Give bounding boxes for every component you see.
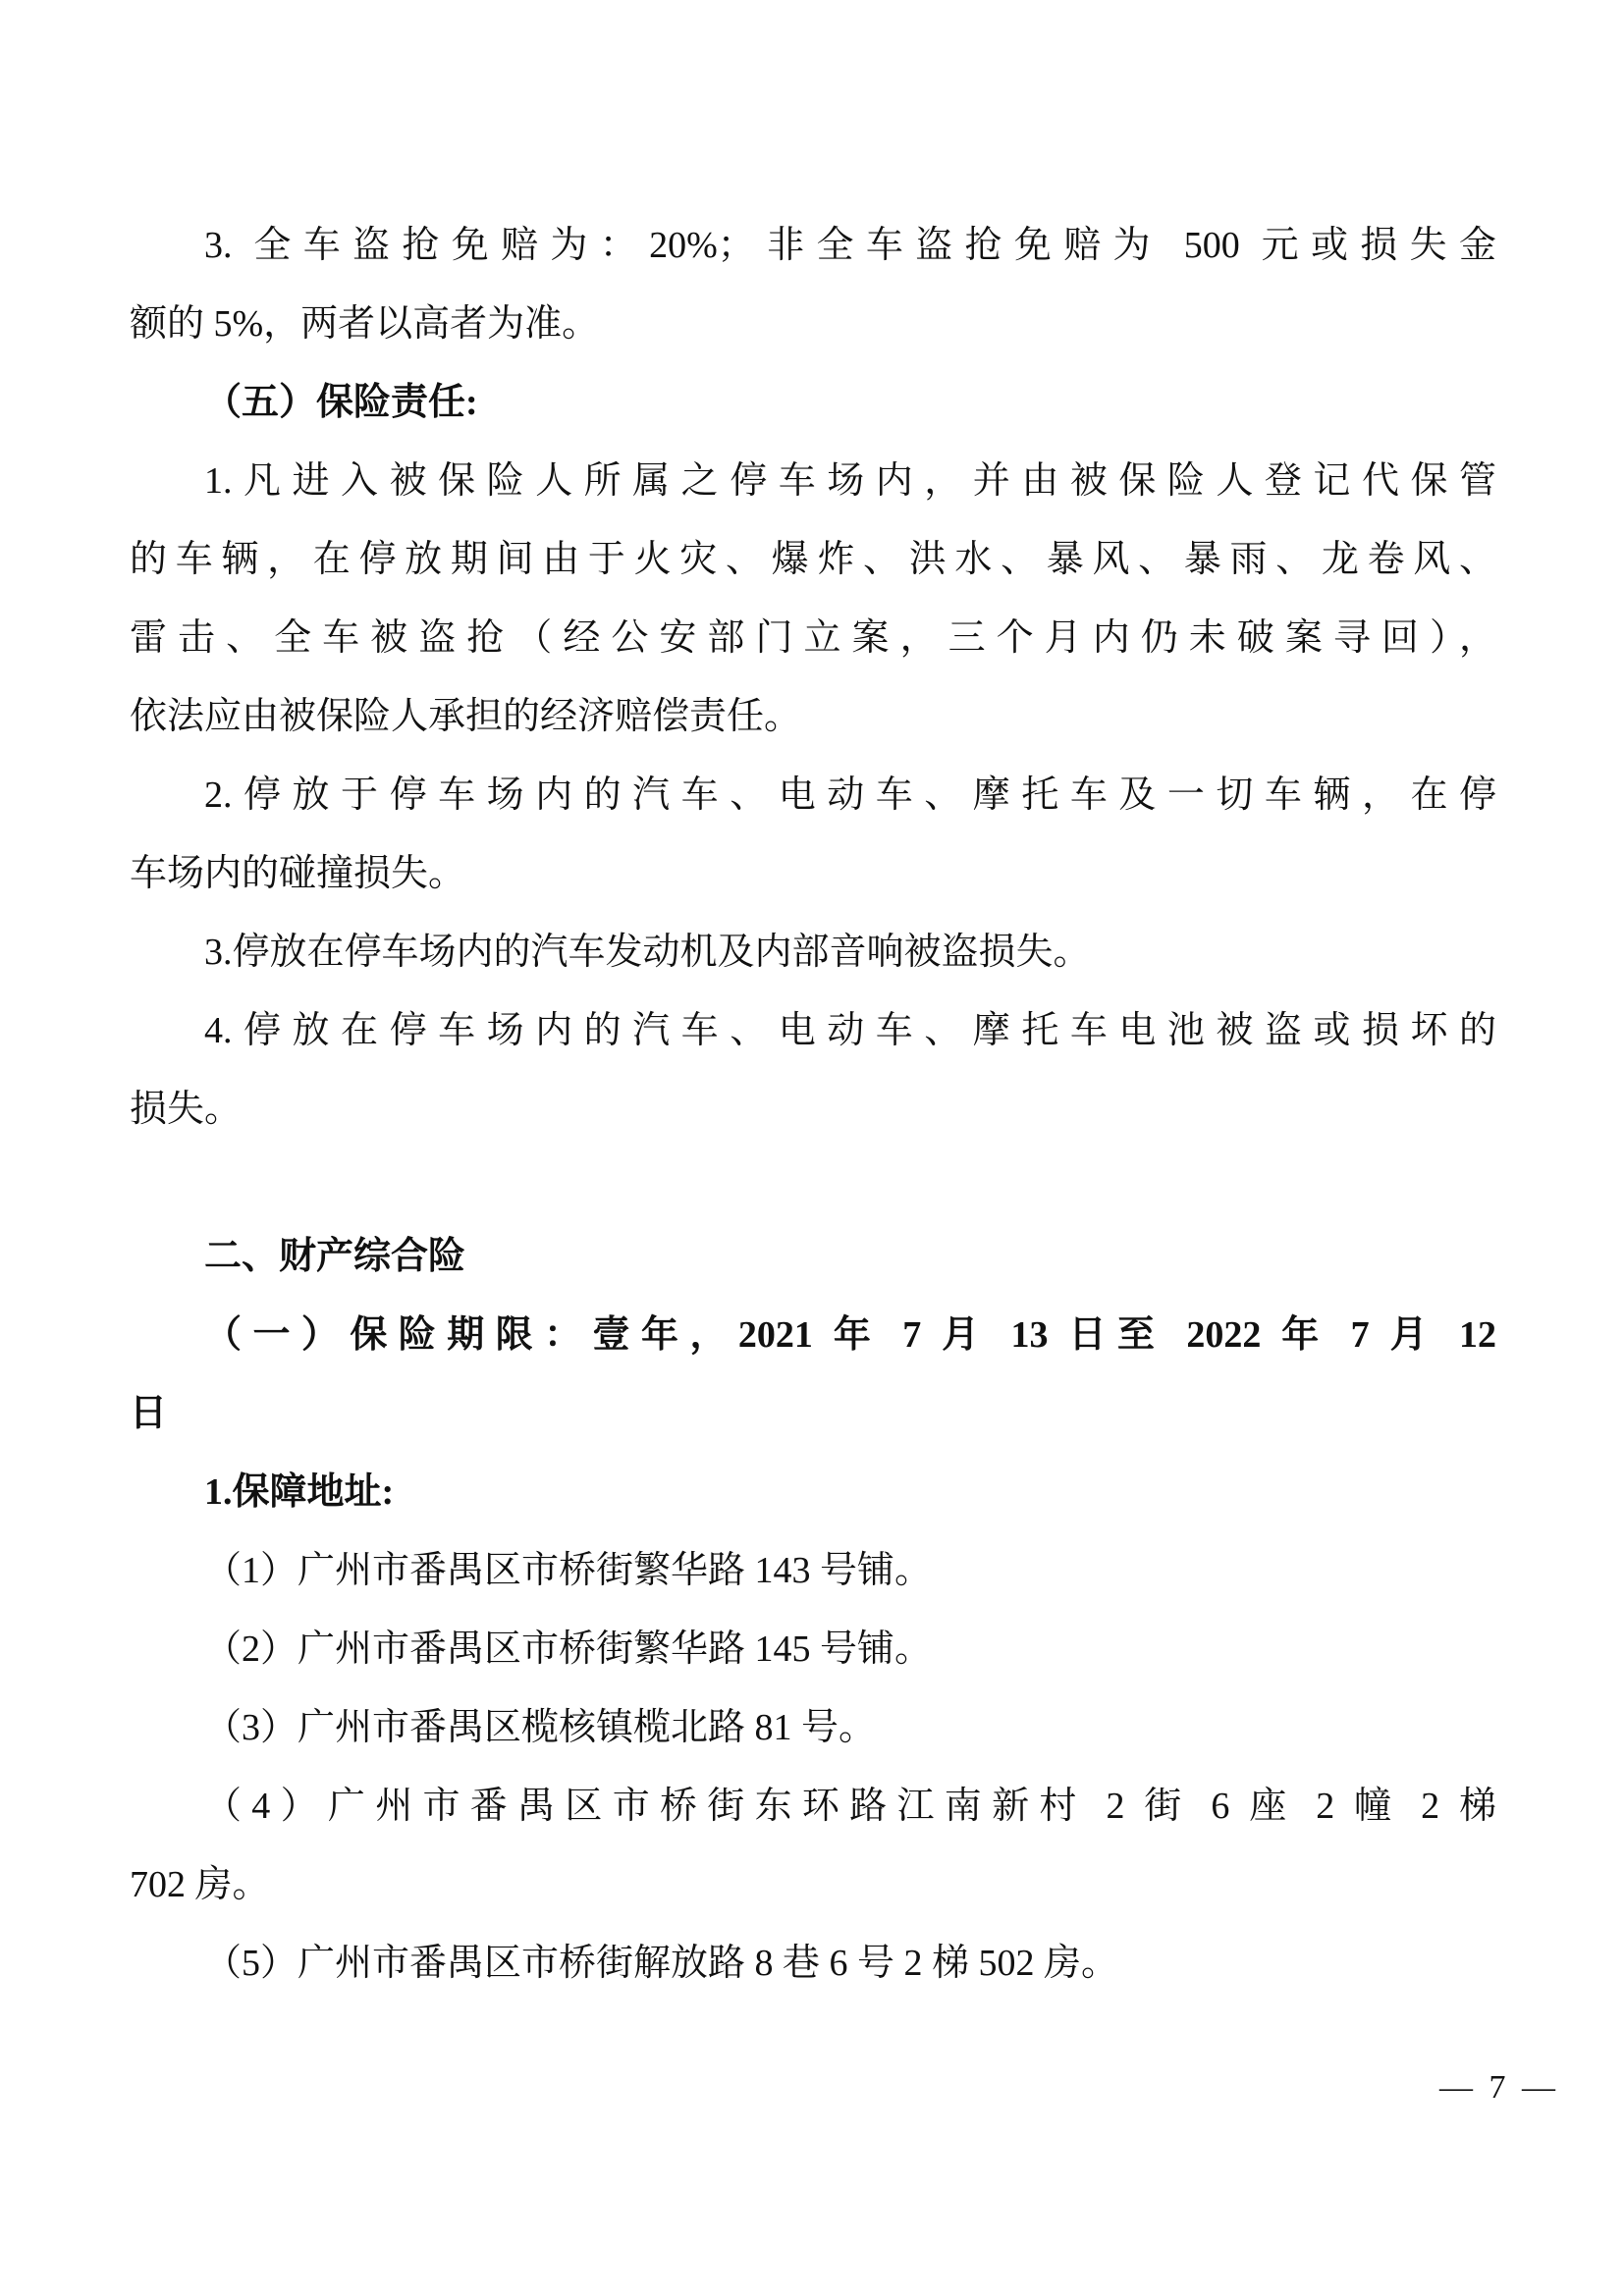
address-item-4: （4）广州市番禺区市桥街东环路江南新村 2 街 6 座 2 幢 2 梯 bbox=[204, 1786, 1496, 1827]
paragraph-line: 额的 5%，两者以高者为准。 bbox=[130, 303, 600, 345]
paragraph-line: 雷击、全车被盗抢（经公安部门立案，三个月内仍未破案寻回）， bbox=[130, 617, 1496, 659]
paragraph-line: 2.停放于停车场内的汽车、电动车、摩托车及一切车辆，在停 bbox=[204, 774, 1496, 816]
heading-insurance-period-continuation: 日 bbox=[130, 1393, 168, 1434]
paragraph-line: 3.停放在停车场内的汽车发动机及内部音响被盗损失。 bbox=[204, 932, 1091, 973]
section-heading-2-property-insurance: 二、财产综合险 bbox=[204, 1236, 466, 1277]
address-item-1: （1）广州市番禺区市桥街繁华路 143 号铺。 bbox=[204, 1550, 933, 1591]
paragraph-line: 1.凡进入被保险人所属之停车场内，并由被保险人登记代保管 bbox=[204, 460, 1496, 502]
paragraph-line: 4.停放在停车场内的汽车、电动车、摩托车电池被盗或损坏的 bbox=[204, 1010, 1496, 1051]
address-item-3: （3）广州市番禺区榄核镇榄北路 81 号。 bbox=[204, 1707, 877, 1748]
heading-guarantee-address: 1.保障地址: bbox=[204, 1471, 395, 1513]
address-item-2: （2）广州市番禺区市桥街繁华路 145 号铺。 bbox=[204, 1629, 933, 1670]
paragraph-line: 依法应由被保险人承担的经济赔偿责任。 bbox=[130, 696, 802, 737]
address-item-5: （5）广州市番禺区市桥街解放路 8 巷 6 号 2 梯 502 房。 bbox=[204, 1943, 1119, 1984]
paragraph-line: 3. 全车盗抢免赔为：20%；非全车盗抢免赔为 500 元或损失金 bbox=[204, 225, 1496, 266]
address-item-4-continuation: 702 房。 bbox=[130, 1864, 270, 1905]
document-body bbox=[130, 206, 1496, 2002]
paragraph-line: 车场内的碰撞损失。 bbox=[130, 853, 466, 894]
section-heading-5-insurance-liability: （五）保险责任: bbox=[204, 382, 478, 423]
paragraph-line: 损失。 bbox=[130, 1089, 243, 1130]
page-number: — 7 — bbox=[1439, 2069, 1559, 2106]
heading-insurance-period: （一）保险期限：壹年，2021 年 7 月 13 日至 2022 年 7 月 12 bbox=[204, 1314, 1496, 1356]
paragraph-line: 的车辆，在停放期间由于火灾、爆炸、洪水、暴风、暴雨、龙卷风、 bbox=[130, 539, 1496, 580]
